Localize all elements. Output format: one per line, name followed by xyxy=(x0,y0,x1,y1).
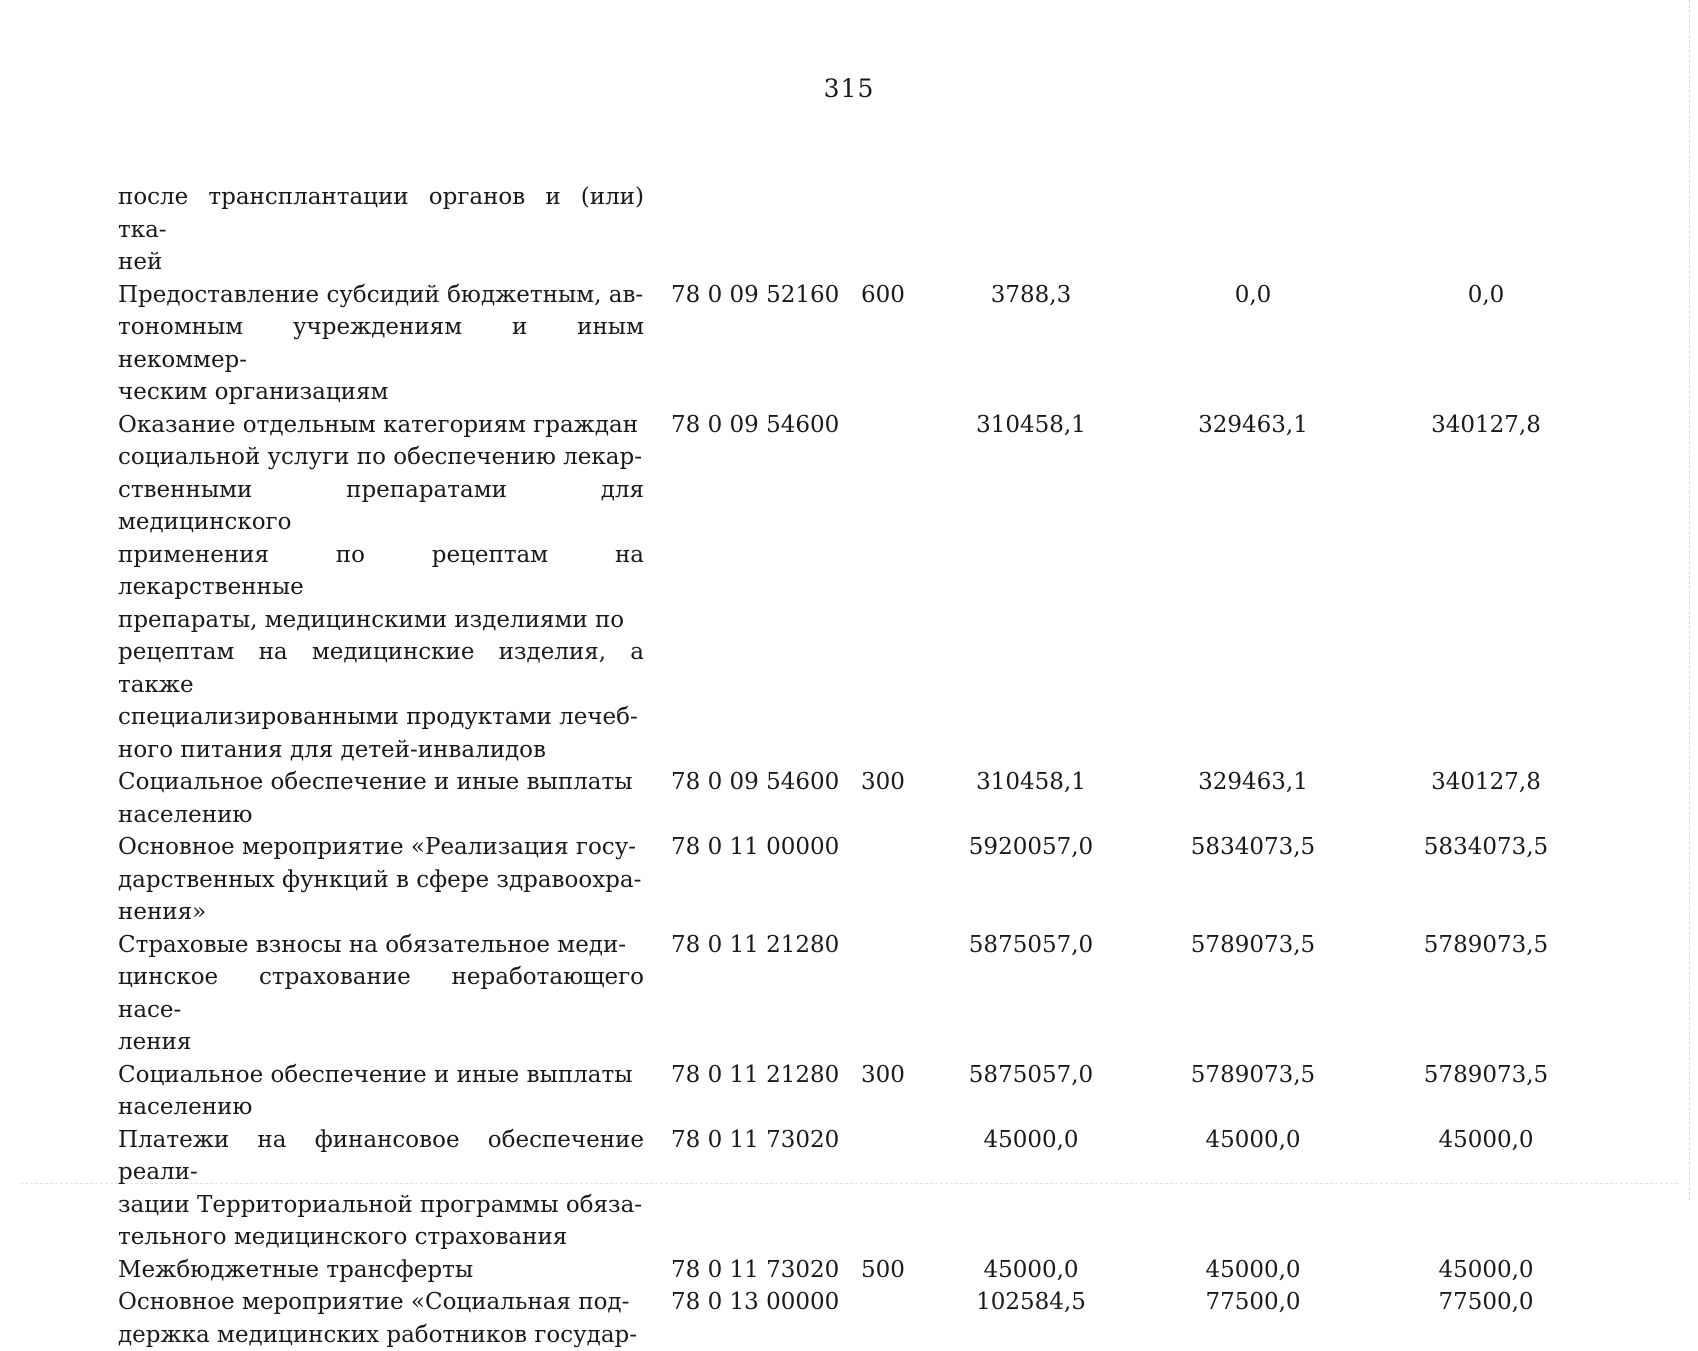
row-description: Социальное обеспечение и иные выплаты населению xyxy=(118,1061,633,1120)
table-row xyxy=(118,1286,1568,1351)
table-row xyxy=(118,1059,1568,1124)
row-expense-type: 300 xyxy=(861,1061,905,1088)
row-amount-year-2: 5789073,5 xyxy=(1190,1061,1316,1088)
row-amount-year-2: 77500,0 xyxy=(1205,1289,1301,1315)
row-description: Страховые взносы на обязательное меди- цинское страхование неработающего насе- ления xyxy=(118,931,644,1055)
row-description: Оказание отдельным категориям граждан социальной услуги по обеспечению лекар- ственными препаратами для медицинского применения по рецептам на лекарственные препараты, медицинскими изделиями по рецептам на медицинские изделия, а также специализированными продуктами лечеб- ного питания для детей-инвалидов xyxy=(118,411,644,763)
row-amount-year-3: 0,0 xyxy=(1467,281,1505,308)
row-description: после трансплантации органов и (или) тка- ней xyxy=(118,184,644,275)
row-amount-year-1: 310458,1 xyxy=(976,411,1086,438)
row-description: Платежи на финансовое обеспечение реали- зации Территориальной программы обяза- тельного медицинского страхования xyxy=(118,1126,644,1250)
row-target-code: 78 0 11 73020 xyxy=(671,1256,840,1283)
row-amount-year-1: 3788,3 xyxy=(990,281,1072,308)
row-target-code: 78 0 09 54600 xyxy=(671,769,840,795)
table-row xyxy=(118,831,1568,929)
row-amount-year-2: 45000,0 xyxy=(1205,1256,1301,1283)
row-description: Основное мероприятие «Социальная под- держка медицинских работников государ- xyxy=(118,1289,638,1348)
row-amount-year-1: 102584,5 xyxy=(976,1289,1086,1315)
row-description: Основное мероприятие «Реализация госу- дарственных функций в сфере здравоохра- нения» xyxy=(118,834,642,925)
row-target-code: 78 0 09 52160 xyxy=(671,281,840,308)
row-expense-type: 600 xyxy=(861,281,905,308)
row-amount-year-3: 5789073,5 xyxy=(1423,931,1549,958)
row-amount-year-3: 340127,8 xyxy=(1431,411,1541,438)
row-amount-year-3: 77500,0 xyxy=(1438,1289,1534,1315)
row-amount-year-1: 5875057,0 xyxy=(968,931,1094,958)
row-target-code: 78 0 11 73020 xyxy=(671,1126,840,1153)
row-target-code: 78 0 11 21280 xyxy=(671,1061,840,1088)
row-description: Предоставление субсидий бюджетным, ав- тономным учреждениям и иным некоммер- ческим организациям xyxy=(118,281,644,405)
row-description: Социальное обеспечение и иные выплаты населению xyxy=(118,769,633,828)
row-target-code: 78 0 11 00000 xyxy=(671,834,840,860)
row-amount-year-2: 5834073,5 xyxy=(1190,834,1316,860)
table-row xyxy=(118,929,1568,1059)
table-row xyxy=(118,1254,1568,1287)
row-target-code: 78 0 11 21280 xyxy=(671,931,840,958)
row-amount-year-3: 5834073,5 xyxy=(1423,834,1549,860)
row-amount-year-2: 329463,1 xyxy=(1198,411,1308,438)
row-amount-year-3: 5789073,5 xyxy=(1423,1061,1549,1088)
row-amount-year-1: 45000,0 xyxy=(983,1126,1079,1153)
row-amount-year-2: 329463,1 xyxy=(1198,769,1308,795)
row-amount-year-2: 0,0 xyxy=(1234,281,1272,308)
row-amount-year-3: 45000,0 xyxy=(1438,1126,1534,1153)
page-number: 315 xyxy=(823,74,875,103)
table-row xyxy=(118,181,1568,279)
table-row xyxy=(118,1124,1568,1254)
table-row xyxy=(118,766,1568,831)
row-amount-year-2: 45000,0 xyxy=(1205,1126,1301,1153)
row-target-code: 78 0 09 54600 xyxy=(671,411,840,438)
table-row xyxy=(118,409,1568,767)
row-amount-year-3: 45000,0 xyxy=(1438,1256,1534,1283)
row-amount-year-1: 310458,1 xyxy=(976,769,1086,795)
row-amount-year-1: 45000,0 xyxy=(983,1256,1079,1283)
row-amount-year-1: 5875057,0 xyxy=(968,1061,1094,1088)
row-amount-year-3: 340127,8 xyxy=(1431,769,1541,795)
budget-table xyxy=(118,181,1568,1351)
row-amount-year-1: 5920057,0 xyxy=(968,834,1094,860)
row-expense-type: 300 xyxy=(861,769,905,795)
row-description: Межбюджетные трансферты xyxy=(118,1256,474,1283)
scan-edge-line xyxy=(1689,0,1690,1200)
row-amount-year-2: 5789073,5 xyxy=(1190,931,1316,958)
row-expense-type: 500 xyxy=(861,1256,905,1283)
row-target-code: 78 0 13 00000 xyxy=(671,1289,840,1315)
table-row xyxy=(118,279,1568,409)
